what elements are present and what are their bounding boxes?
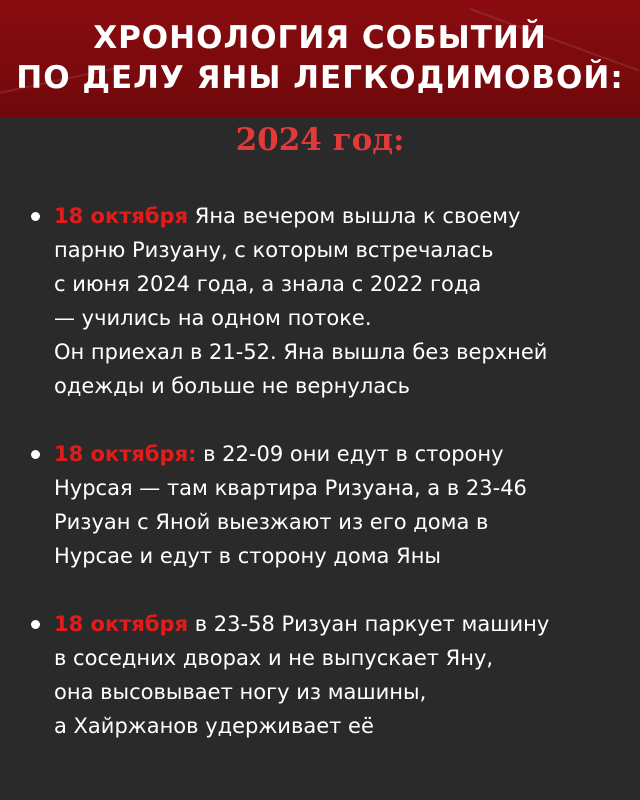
event-item — [28, 199, 618, 403]
header-banner — [0, 0, 640, 118]
event-text-line: одежды и больше не вернулась — [54, 374, 411, 398]
event-text-line: она высовывает ногу из машины, — [54, 680, 427, 704]
event-text: в 23-58 Ризуан паркует машину — [188, 612, 550, 636]
event-text-line: парню Ризуану, с которым встречалась — [54, 238, 494, 262]
header-title — [0, 18, 640, 98]
event-text-line: Ризуан с Яной выезжают из его дома в — [54, 510, 489, 534]
year-heading: 2024 год: — [235, 122, 405, 158]
event-first-line — [54, 607, 618, 641]
event-list — [28, 199, 618, 777]
event-item — [28, 437, 618, 573]
event-first-line — [54, 437, 618, 471]
event-text: Яна вечером вышла к своему — [188, 204, 521, 228]
event-text-line: — учились на одном потоке. — [54, 306, 372, 330]
event-text-line: Нурсая — там квартира Ризуана, а в 23-46 — [54, 476, 527, 500]
event-text-line: а Хайржанов удерживает её — [54, 714, 374, 738]
header-title-line: ХРОНОЛОГИЯ СОБЫТИЙ — [93, 20, 547, 56]
event-item — [28, 607, 618, 743]
event-text-line: Он приехал в 21-52. Яна вышла без верхней — [54, 340, 548, 364]
event-text-line: с июня 2024 года, а знала с 2022 года — [54, 272, 482, 296]
event-date: 18 октября: — [54, 442, 197, 466]
event-date: 18 октября — [54, 204, 189, 228]
bullet-icon — [31, 620, 40, 629]
bullet-icon — [31, 450, 40, 459]
header-title-line: ПО ДЕЛУ ЯНЫ ЛЕГКОДИМОВОЙ: — [16, 60, 624, 96]
bullet-icon — [31, 212, 40, 221]
event-first-line — [54, 199, 618, 233]
event-date: 18 октября — [54, 612, 189, 636]
event-text: в 22-09 они едут в сторону — [196, 442, 504, 466]
event-text-line: в соседних дворах и не выпускает Яну, — [54, 646, 494, 670]
event-text-line: Нурсае и едут в сторону дома Яны — [54, 544, 442, 568]
